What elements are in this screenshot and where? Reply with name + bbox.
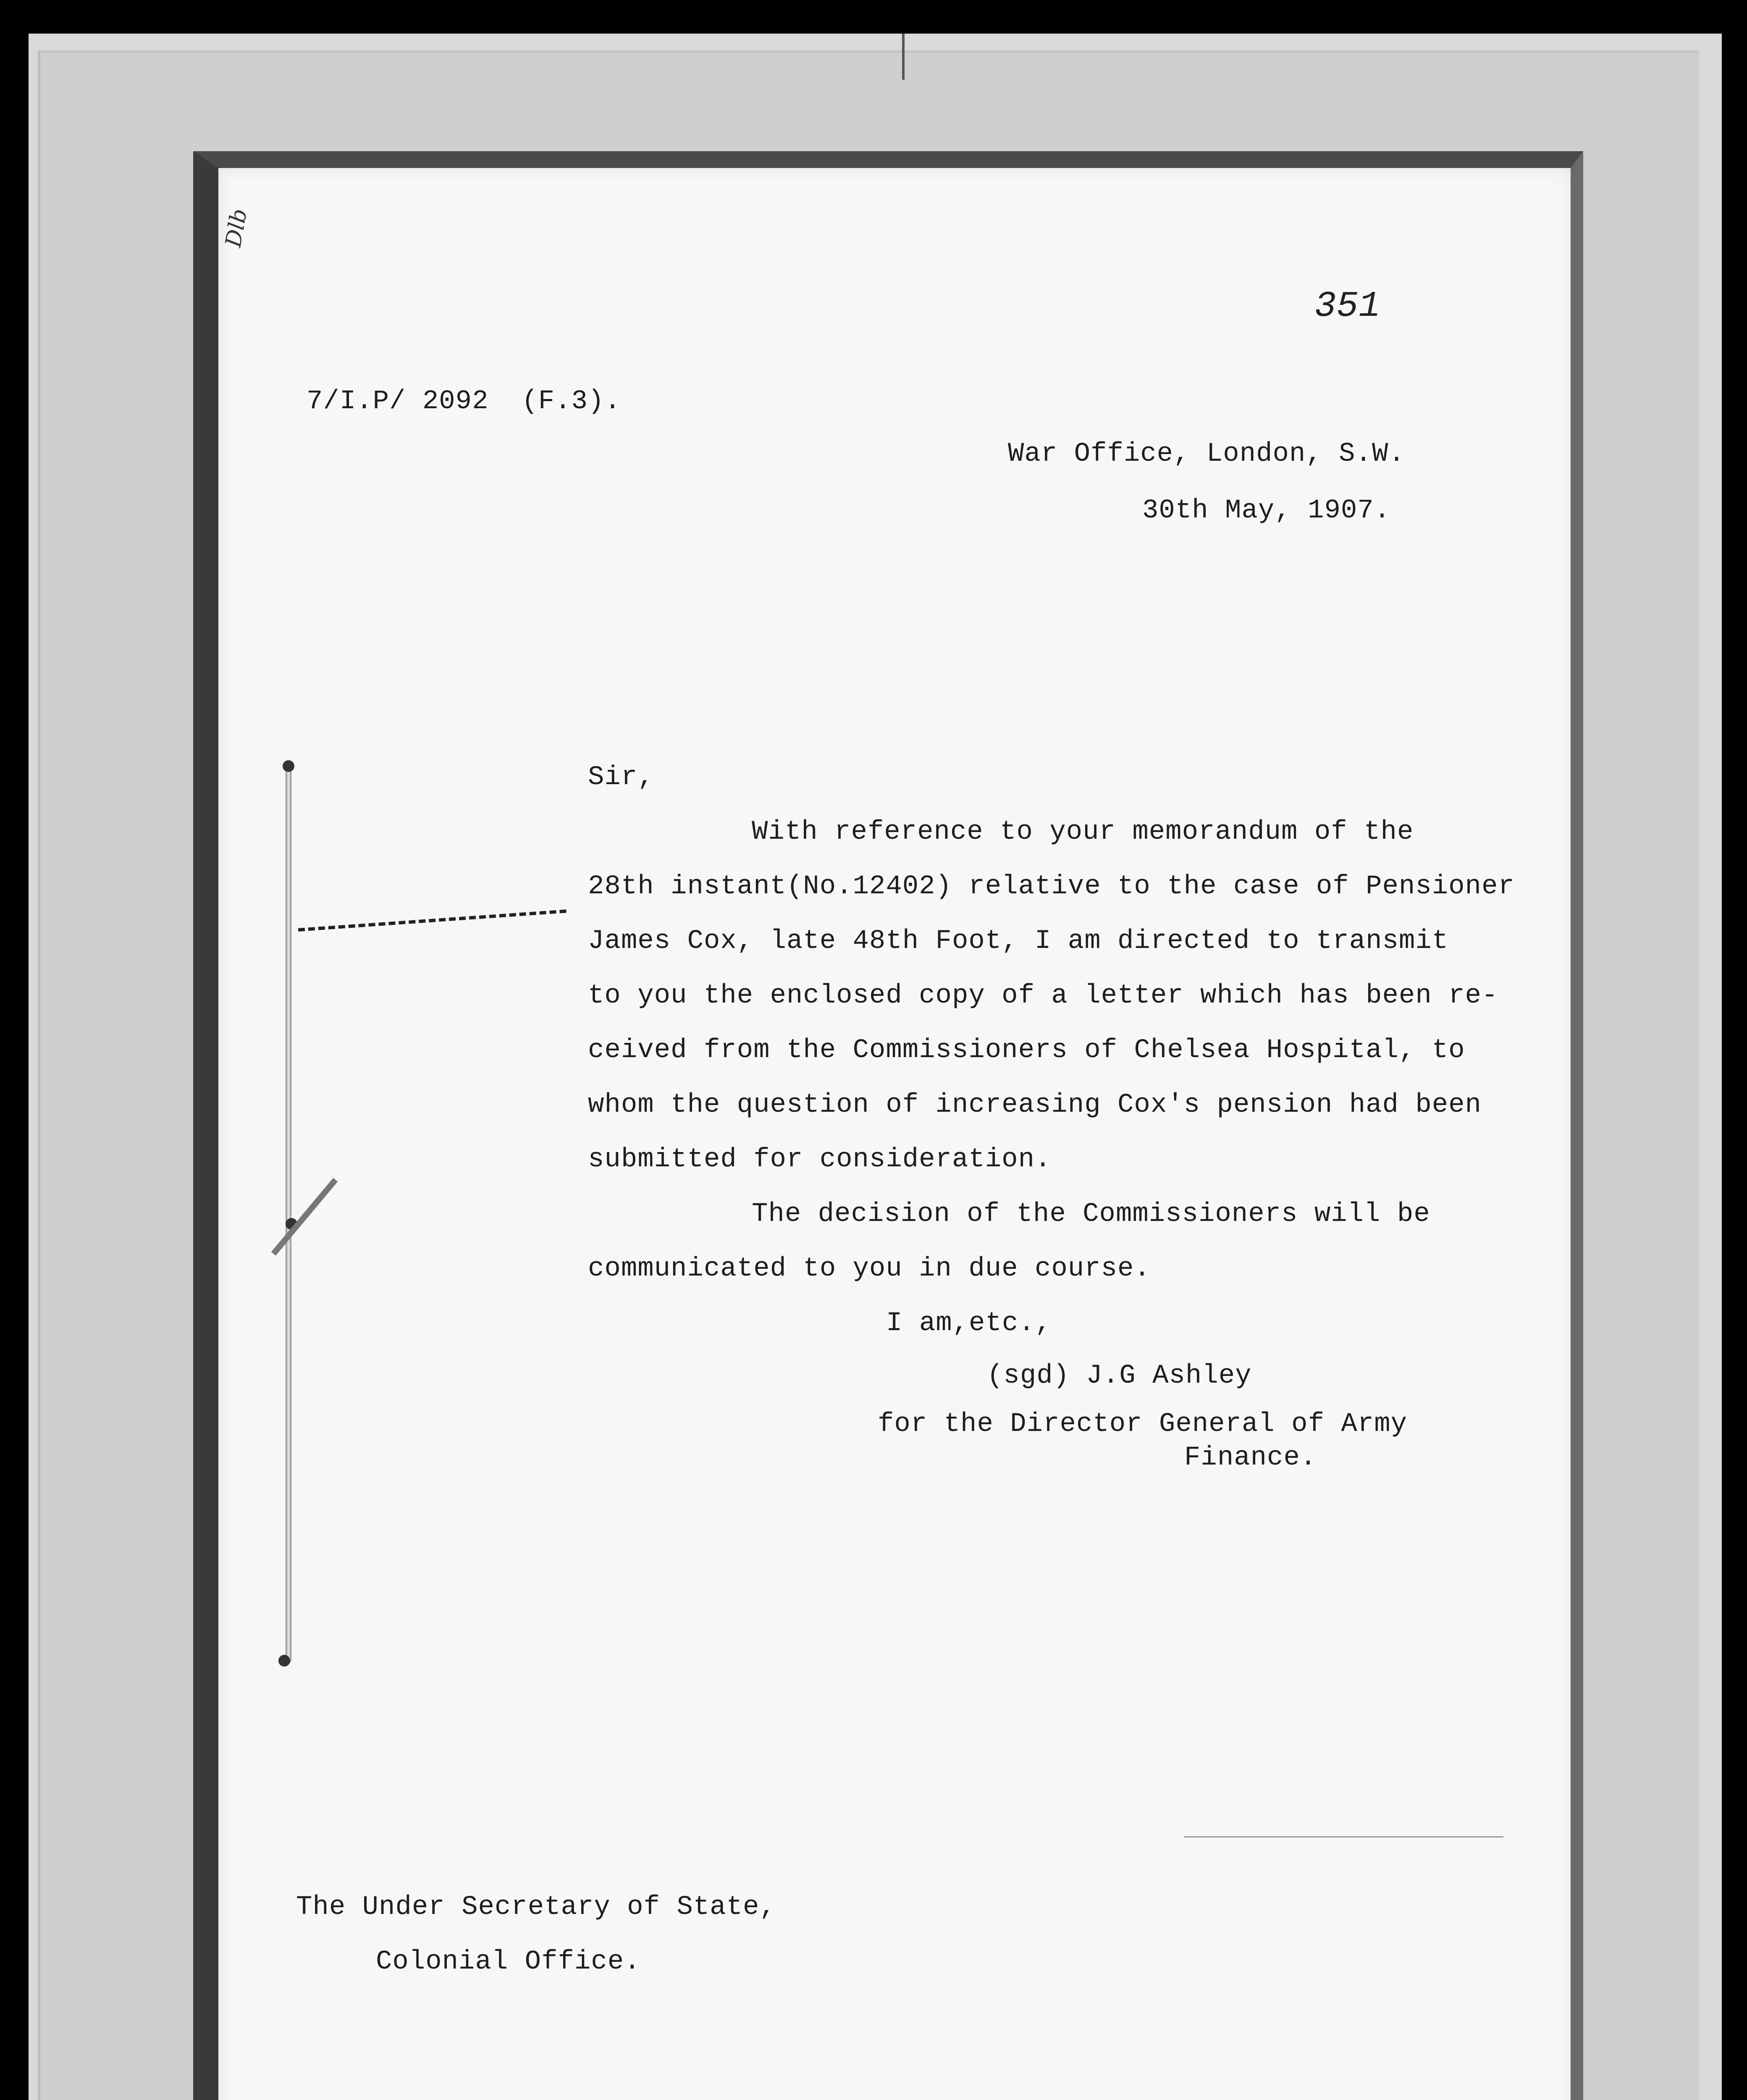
body-line: 28th instant(No.12402) relative to the case of Pensioner bbox=[588, 872, 1515, 902]
signatory-title-line2: Finance. bbox=[1184, 1443, 1317, 1473]
body-line: communicated to you in due course. bbox=[588, 1254, 1151, 1284]
signature: (sgd) J.G Ashley bbox=[987, 1361, 1252, 1391]
sender-address: War Office, London, S.W. bbox=[1008, 439, 1405, 469]
salutation: Sir, bbox=[588, 762, 654, 793]
thread-knot-top bbox=[283, 760, 294, 772]
binding-thread bbox=[286, 764, 291, 1663]
body-line: submitted for consideration. bbox=[588, 1144, 1052, 1175]
recipient-line2: Colonial Office. bbox=[376, 1947, 641, 1977]
body-line: ceived from the Commissioners of Chelsea Hospital, to bbox=[588, 1035, 1465, 1066]
page-number: 351 bbox=[1314, 286, 1381, 327]
closing: I am,etc., bbox=[886, 1308, 1052, 1339]
body-line: to you the enclosed copy of a letter which has been re- bbox=[588, 981, 1498, 1011]
frame-tick bbox=[902, 34, 905, 80]
thread-knot-bottom bbox=[278, 1655, 290, 1667]
file-reference: 7/I.P/ 2092 (F.3). bbox=[307, 386, 621, 417]
fold-line bbox=[1184, 1836, 1503, 1838]
signatory-title-line1: for the Director General of Army bbox=[878, 1409, 1407, 1439]
handwritten-mark: Dlb bbox=[220, 207, 252, 249]
body-line: whom the question of increasing Cox's pension had been bbox=[588, 1090, 1482, 1120]
body-line: The decision of the Commissioners will be bbox=[752, 1199, 1430, 1229]
body-line: James Cox, late 48th Foot, I am directed to transmit bbox=[588, 926, 1449, 956]
letter-date: 30th May, 1907. bbox=[1142, 496, 1391, 526]
recipient-line1: The Under Secretary of State, bbox=[296, 1892, 776, 1922]
body-line: With reference to your memorandum of the bbox=[752, 817, 1414, 847]
